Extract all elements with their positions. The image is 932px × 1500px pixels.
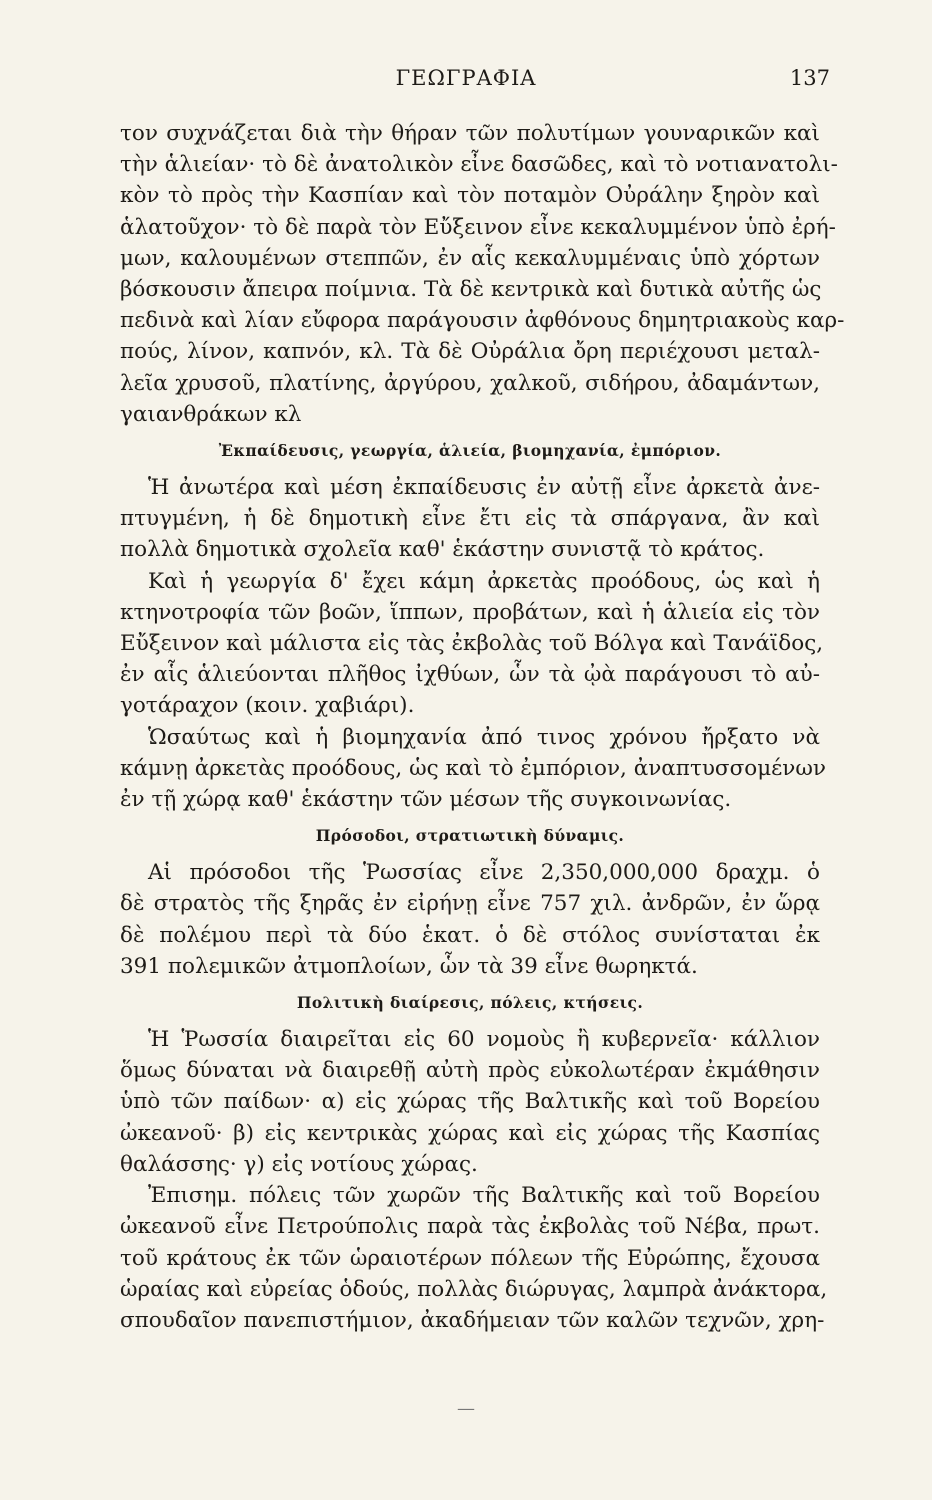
text-line: πτυγμένη, ἡ δὲ δημοτικὴ εἶνε ἔτι εἰς τὰ σπάργανα, ἂν καὶ bbox=[120, 506, 820, 532]
text-line: ἁλατοῦχον· τὸ δὲ παρὰ τὸν Εὔξεινον εἶνε κεκαλυμμένον ὑπὸ ἐρή- bbox=[120, 214, 836, 240]
text-line: λεῖα χρυσοῦ, πλατίνης, ἀργύρου, χαλκοῦ, σιδήρου, ἀδαμάντων, bbox=[120, 370, 820, 396]
text-line: ὡραίας καὶ εὐρείας ὁδούς, πολλὰς διώρυγας, λαμπρὰ ἀνάκτορα, bbox=[120, 1276, 828, 1302]
text-line: ἐν τῇ χώρᾳ καθ' ἑκάστην τῶν μέσων τῆς συγκοινωνίας. bbox=[120, 787, 732, 813]
paragraph-5 bbox=[120, 857, 820, 982]
text-line: πούς, λίνον, καπνόν, κλ. Τὰ δὲ Οὐράλια ὄρη περιέχουσι μεταλ- bbox=[120, 339, 820, 365]
text-line: κὸν τὸ πρὸς τὴν Κασπίαν καὶ τὸν ποταμὸν Οὐράλην ξηρὸν καὶ bbox=[120, 183, 820, 209]
page-number: 137 bbox=[789, 66, 830, 90]
text-line: Εὔξεινον καὶ μάλιστα εἰς τὰς ἐκβολὰς τοῦ Βόλγα καὶ Τανάϊδος, bbox=[120, 631, 824, 657]
text-line: ὅμως δύναται νὰ διαιρεθῇ αὐτὴ πρὸς εὐκολωτέραν ἐκμάθησιν bbox=[120, 1058, 820, 1084]
text-line: Καὶ ἡ γεωργία δ' ἔχει κάμη ἀρκετὰς προόδους, ὡς καὶ ἡ bbox=[148, 568, 820, 594]
text-line: Ἡ Ῥωσσία διαιρεῖται εἰς 60 νομοὺς ἢ κυβερνεῖα· κάλλιον bbox=[148, 1027, 820, 1053]
text-line: τον συχνάζεται διὰ τὴν θήραν τῶν πολυτίμων γουναρικῶν καὶ bbox=[120, 121, 820, 146]
text-line: 391 πολεμικῶν ἀτμοπλοίων, ὧν τὰ 39 εἶνε θωρηκτά. bbox=[120, 953, 698, 979]
text-line: σπουδαῖον πανεπιστήμιον, ἀκαδήμειαν τῶν καλῶν τεχνῶν, χρη- bbox=[120, 1307, 825, 1333]
section-heading-education: Ἐκπαίδευσις, γεωργία, ἁλιεία, βιομηχανία, ἐμπόριον. bbox=[218, 441, 722, 461]
paragraph-7 bbox=[120, 1180, 828, 1336]
text-line: ὠκεανοῦ εἶνε Πετρούπολις παρὰ τὰς ἐκβολὰς τοῦ Νέβα, πρωτ. bbox=[120, 1214, 820, 1240]
text-line: θαλάσσης· γ) εἰς νοτίους χώρας. bbox=[120, 1151, 478, 1177]
text-line: γοτάραχον (κοιν. χαβιάρι). bbox=[120, 693, 415, 719]
footer-mark: — bbox=[457, 1398, 475, 1419]
text-line: βόσκουσιν ἄπειρα ποίμνια. Τὰ δὲ κεντρικὰ καὶ δυτικὰ αὐτῆς ὡς bbox=[120, 277, 822, 303]
text-line: πεδινὰ καὶ λίαν εὔφορα παράγουσιν ἀφθόνους δημητριακοὺς καρ- bbox=[120, 308, 845, 334]
paragraph-4 bbox=[120, 722, 826, 816]
paragraph-6 bbox=[120, 1024, 820, 1180]
text-line: μων, καλουμένων στεππῶν, ἐν αἷς κεκαλυμμέναις ὑπὸ χόρτων bbox=[120, 245, 820, 271]
paragraph-3 bbox=[120, 566, 824, 722]
text-line: Ὡσαύτως καὶ ἡ βιομηχανία ἀπό τινος χρόνου ἤρξατο νὰ bbox=[148, 724, 820, 750]
text-line: ὑπὸ τῶν παίδων· α) εἰς χώρας τῆς Βαλτικῆς καὶ τοῦ Βορείου bbox=[120, 1089, 820, 1115]
text-line: κάμνῃ ἀρκετὰς προόδους, ὡς καὶ τὸ ἐμπόριον, ἀναπτυσσομένων bbox=[120, 755, 826, 781]
body-text bbox=[120, 118, 845, 1336]
text-line: Ἡ ἀνωτέρα καὶ μέση ἐκπαίδευσις ἐν αὐτῇ εἶνε ἀρκετὰ ἀνε- bbox=[148, 475, 820, 501]
text-line: Ἐπισημ. πόλεις τῶν χωρῶν τῆς Βαλτικῆς καὶ τοῦ Βορείου bbox=[148, 1183, 820, 1209]
text-line: ἐν αἷς ἁλιεύονται πλῆθος ἰχθύων, ὧν τὰ ᾠὰ παράγουσι τὸ αὐ- bbox=[120, 662, 820, 688]
paragraph-2 bbox=[120, 472, 820, 566]
running-head bbox=[110, 66, 830, 102]
text-line: κτηνοτροφία τῶν βοῶν, ἵππων, προβάτων, καὶ ἡ ἁλιεία εἰς τὸν bbox=[120, 599, 820, 625]
text-line: δὲ στρατὸς τῆς ξηρᾶς ἐν εἰρήνῃ εἶνε 757 χιλ. ἀνδρῶν, ἐν ὥρᾳ bbox=[120, 891, 820, 917]
section-heading-division: Πολιτικὴ διαίρεσις, πόλεις, κτήσεις. bbox=[296, 993, 644, 1013]
text-line: γαιανθράκων κλ bbox=[120, 401, 302, 427]
text-line: δὲ πολέμου περὶ τὰ δύο ἑκατ. ὁ δὲ στόλος συνίσταται ἐκ bbox=[120, 922, 820, 948]
page-title: ΓΕΩΓΡΑΦΙΑ bbox=[395, 66, 537, 90]
text-line: ὠκεανοῦ· β) εἰς κεντρικὰς χώρας καὶ εἰς χώρας τῆς Κασπίας bbox=[120, 1120, 820, 1146]
text-line: πολλὰ δημοτικὰ σχολεῖα καθ' ἑκάστην συνιστᾷ τὸ κράτος. bbox=[120, 537, 765, 563]
section-heading-revenue: Πρόσοδοι, στρατιωτικὴ δύναμις. bbox=[315, 826, 625, 846]
text-line: τοῦ κράτους ἐκ τῶν ὡραιοτέρων πόλεων τῆς Εὐρώπης, ἔχουσα bbox=[120, 1245, 820, 1271]
text-line: τὴν ἁλιείαν· τὸ δὲ ἀνατολικὸν εἶνε δασῶδες, καὶ τὸ νοτιανατολι- bbox=[120, 152, 838, 178]
paragraph-1 bbox=[120, 118, 845, 430]
text-line: Αἱ πρόσοδοι τῆς Ῥωσσίας εἶνε 2,350,000,000 δραχμ. ὁ bbox=[148, 860, 820, 886]
